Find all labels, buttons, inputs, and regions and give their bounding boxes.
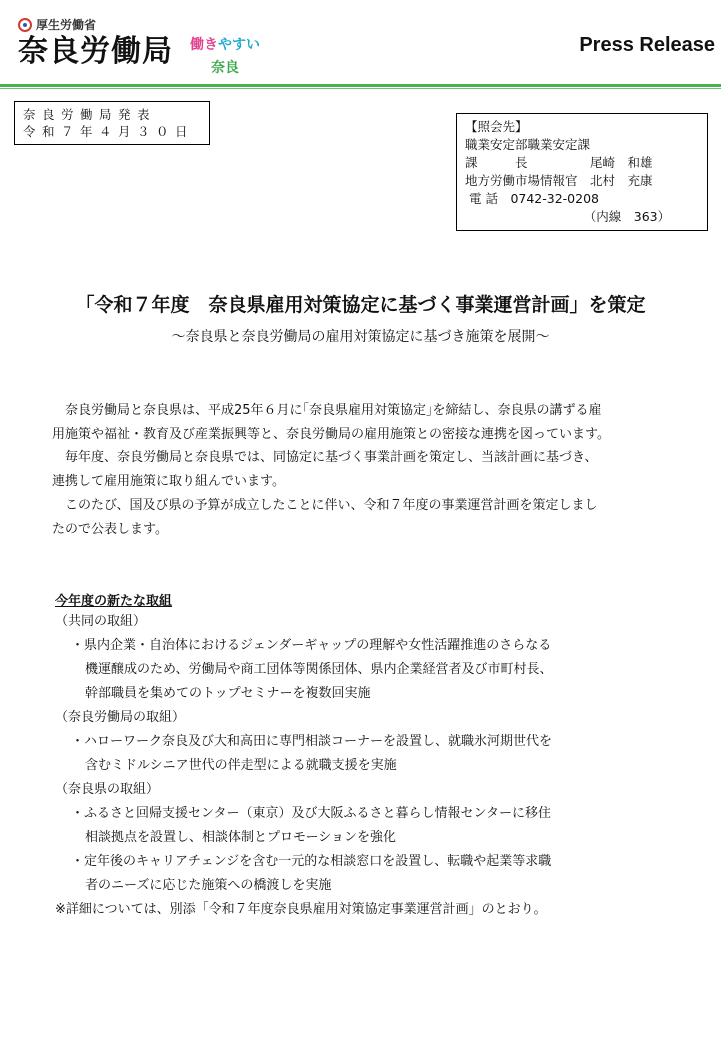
- header-rule-thin: [0, 88, 721, 89]
- tagline-blue: やすい: [218, 37, 260, 53]
- initiative-item-cont: 相談拠点を設置し、相談体制とプロモーションを強化: [85, 830, 396, 845]
- ministry-logo-icon: [18, 18, 32, 32]
- contact-line: 地方労働市場情報官 北村 充康: [465, 173, 653, 188]
- tagline-line1: [190, 34, 260, 54]
- ministry-name: 厚生労働省: [36, 18, 97, 32]
- paragraph-line: たので公表します。: [52, 522, 168, 537]
- group-label: （奈良県の取組）: [55, 782, 160, 797]
- contact-line: 職業安定部職業安定課: [465, 137, 591, 152]
- page-title: 「令和７年度 奈良県雇用対策協定に基づく事業運営計画」を策定: [75, 294, 646, 316]
- issuer-line: 奈良労働局発表: [23, 107, 157, 122]
- body-paragraph: [52, 399, 692, 447]
- group-label: （奈良労働局の取組）: [55, 710, 186, 725]
- contact-line: 課 長 尾崎 和雄: [465, 155, 653, 170]
- initiative-item-cont: 含むミドルシニア世代の伴走型による就職支援を実施: [85, 758, 397, 773]
- contact-extension: （内線 363）: [465, 209, 671, 224]
- initiative-item: ・定年後のキャリアチェンジを含む一元的な相談窓口を設置し、転職や起業等求職: [71, 854, 552, 869]
- paragraph-line: 奈良労働局と奈良県は、平成25年６月に｢奈良県雇用対策協定｣を締結し、奈良県の講ずる雇: [52, 403, 602, 418]
- body-paragraph: [52, 494, 692, 542]
- tagline: [190, 34, 260, 77]
- issuer-date: 令和７年４月３０日: [23, 124, 195, 139]
- press-release-label: Press Release: [579, 34, 715, 56]
- initiatives-list: [55, 610, 695, 922]
- initiative-item-cont: 幹部職員を集めてのトップセミナーを複数回実施: [85, 686, 371, 701]
- paragraph-line: 用施策や福祉・教育及び産業振興等と、奈良労働局の雇用施策との密接な連携を図っています。: [52, 427, 610, 442]
- initiative-item: ・県内企業・自治体におけるジェンダーギャップの理解や女性活躍推進のさらなる: [71, 638, 552, 653]
- issuer-box: [14, 101, 210, 145]
- contact-box: [456, 113, 708, 231]
- paragraph-line: 毎年度、奈良労働局と奈良県では、同協定に基づく事業計画を策定し、当該計画に基づき、: [52, 450, 598, 465]
- header-rule: [0, 84, 721, 87]
- office-name: 奈良労働局: [18, 34, 173, 69]
- detail-note: ※詳細については、別添「令和７年度奈良県雇用対策協定事業運営計画」のとおり。: [55, 902, 547, 917]
- ministry-row: [18, 16, 198, 33]
- body-paragraph: [52, 446, 692, 494]
- tagline-pink: 働き: [190, 37, 218, 53]
- paragraph-line: このたび、国及び県の予算が成立したことに伴い、令和７年度の事業運営計画を策定しまし: [52, 498, 598, 513]
- office-logo: [18, 16, 198, 82]
- initiative-item-cont: 者のニーズに応じた施策への橋渡しを実施: [85, 878, 332, 893]
- initiative-item: ・ふるさと回帰支援センター（東京）及び大阪ふるさと暮らし情報センターに移住: [71, 806, 551, 821]
- page-subtitle: ～奈良県と奈良労働局の雇用対策協定に基づき施策を展開～: [171, 329, 550, 345]
- section-heading: 今年度の新たな取組: [55, 594, 173, 609]
- paragraph-line: 連携して雇用施策に取り組んでいます。: [52, 474, 285, 489]
- contact-phone: 電 話 0742-32-0208: [465, 191, 599, 206]
- initiative-item: ・ハローワーク奈良及び大和高田に専門相談コーナーを設置し、就職氷河期世代を: [71, 734, 553, 749]
- initiative-item-cont: 機運醸成のため、労働局や商工団体等関係団体、県内企業経営者及び市町村長、: [85, 662, 553, 677]
- group-label: （共同の取組）: [55, 614, 147, 629]
- tagline-line2: 奈良: [211, 60, 239, 76]
- contact-line: 【照会先】: [465, 119, 528, 134]
